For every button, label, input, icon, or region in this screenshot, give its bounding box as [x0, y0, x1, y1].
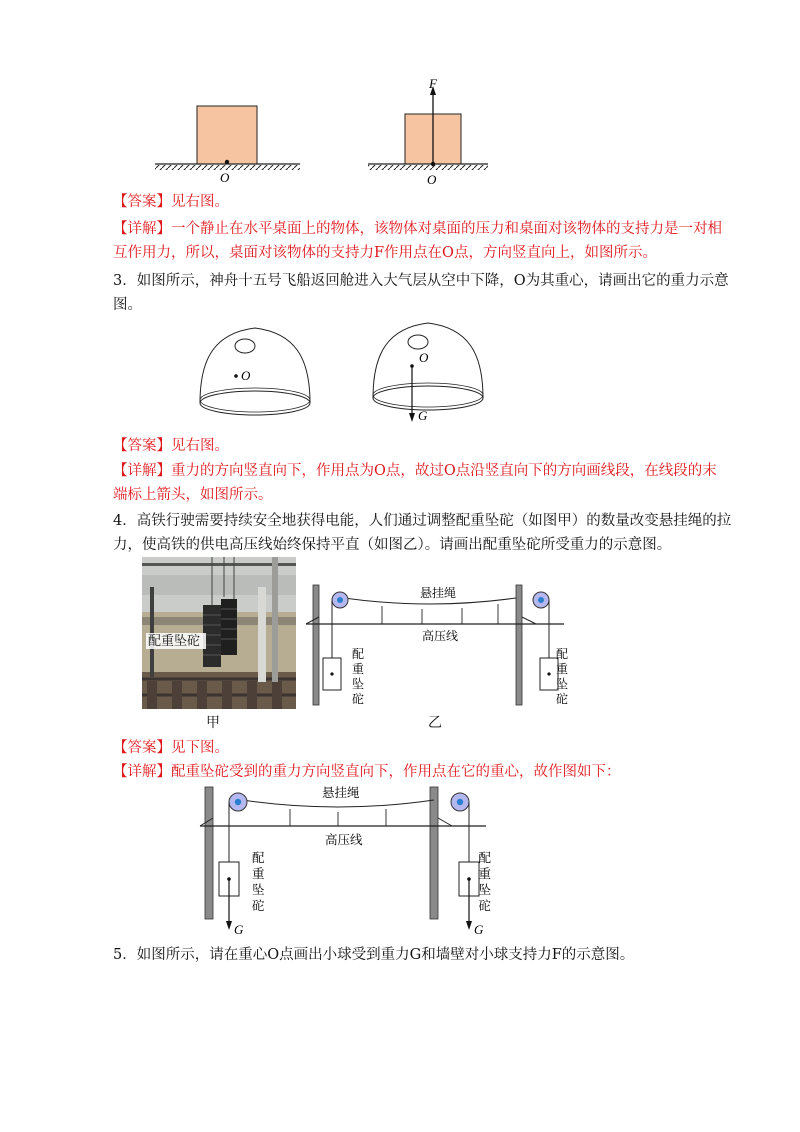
- point-o-capsule-left: [234, 374, 238, 378]
- weight-char-2-right: 重: [555, 662, 568, 676]
- photo-label: 配重坠砣: [148, 634, 201, 649]
- label-o-capsule-right: O: [419, 350, 429, 365]
- label-g-right: G: [474, 922, 484, 937]
- rope-label-yi: 悬挂绳: [420, 586, 457, 600]
- answer-weight-char-2-right: 重: [478, 866, 491, 881]
- q3-question-line1: 3．如图所示，神舟十五号飞船返回舱进入大气层从空中下降，O为其重心，请画出它的重力示意: [113, 273, 729, 289]
- label-o-left: O: [220, 170, 230, 185]
- figure-box-on-table: [150, 78, 490, 188]
- rope-label-answer: 悬挂绳: [322, 785, 360, 800]
- label-o-capsule-left: O: [241, 368, 251, 383]
- q2-answer: 【答案】见右图。: [113, 194, 229, 210]
- diagram-answer: [198, 784, 498, 939]
- answer-weight-char-3-left: 坠: [252, 882, 265, 897]
- answer-weight-char-4-left: 砣: [252, 898, 265, 913]
- caption-jia: 甲: [206, 715, 220, 731]
- answer-weight-char-3-right: 坠: [478, 882, 491, 897]
- answer-weight-char-1-left: 配: [252, 850, 265, 865]
- weight-char-2-left: 重: [352, 662, 365, 676]
- q3-question-line2: 图。: [113, 297, 142, 313]
- diagram-yi: [302, 582, 572, 712]
- q5-question-line1: 5．如图所示，请在重心O点画出小球受到重力G和墙壁对小球支持力F的示意图。: [113, 947, 635, 963]
- label-o-right: O: [427, 172, 437, 187]
- photo-counterweight: [142, 557, 296, 709]
- answer-weight-char-1-right: 配: [478, 850, 491, 865]
- label-g-left: G: [234, 922, 244, 937]
- figure-capsule: [195, 318, 495, 436]
- label-g-capsule: G: [418, 408, 428, 423]
- q4-detail-line1: 【详解】配重坠砣受到的重力方向竖直向下，作用点在它的重心，故作图如下：: [113, 764, 621, 780]
- weight-char-4-left: 砣: [352, 692, 365, 706]
- q3-detail-line2: 端标上箭头，如图所示。: [113, 487, 273, 503]
- label-f: F: [429, 78, 437, 91]
- weight-char-1-right: 配: [555, 647, 568, 661]
- q4-answer: 【答案】见下图。: [113, 740, 229, 756]
- q2-detail-line2: 互作用力，所以，桌面对该物体的支持力F作用点在O点，方向竖直向上，如图所示。: [113, 245, 657, 261]
- weight-char-3-right: 坠: [555, 677, 568, 691]
- q4-question-line2: 力，使高铁的供电高压线始终保持平直（如图乙）。请画出配重坠砣所受重力的示意图。: [113, 537, 672, 553]
- q4-question-line1: 4．高铁行驶需要持续安全地获得电能，人们通过调整配重坠砣（如图甲）的数量改变悬挂绳的拉: [113, 513, 732, 529]
- answer-weight-char-4-right: 砣: [478, 898, 491, 913]
- weight-char-4-right: 砣: [555, 692, 568, 706]
- wire-label-yi: 高压线: [422, 629, 459, 643]
- wire-label-answer: 高压线: [325, 832, 363, 847]
- answer-weight-char-2-left: 重: [252, 866, 265, 881]
- q2-detail-line1: 【详解】一个静止在水平桌面上的物体，该物体对桌面的压力和桌面对该物体的支持力是一对相: [113, 221, 722, 237]
- weight-char-3-left: 坠: [352, 677, 365, 691]
- caption-yi: 乙: [428, 715, 442, 731]
- q3-detail-line1: 【详解】重力的方向竖直向下，作用点为O点，故过O点沿竖直向下的方向画线段，在线段的末: [113, 463, 717, 479]
- point-o-left: [225, 160, 229, 164]
- q3-answer: 【答案】见右图。: [113, 438, 229, 454]
- weight-char-1-left: 配: [352, 647, 365, 661]
